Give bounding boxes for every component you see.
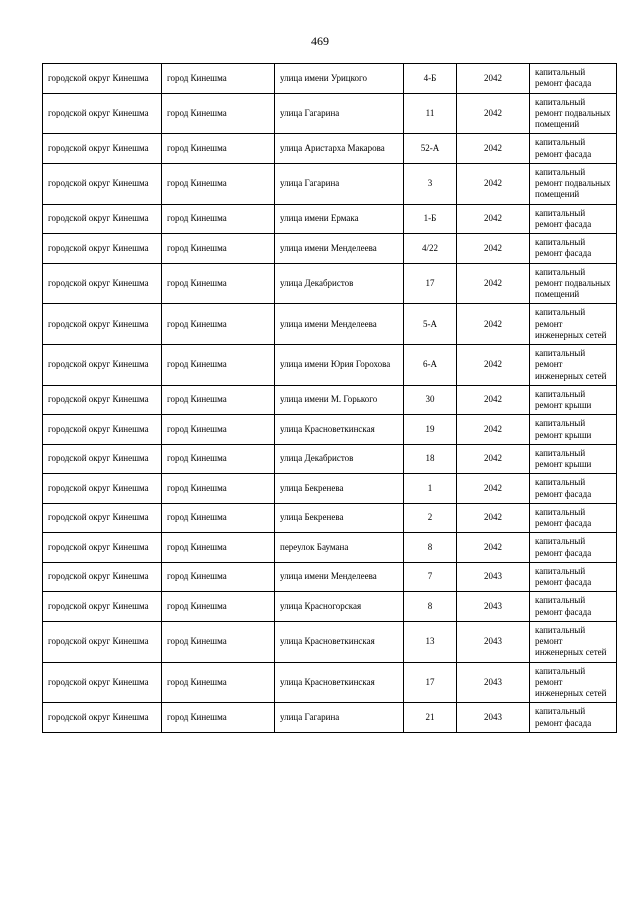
cell-house-number: 1-Б [404,204,457,234]
cell-city: город Кинешма [162,703,275,733]
cell-city: город Кинешма [162,204,275,234]
cell-work-type: капитальный ремонт фасада [530,134,617,164]
cell-house-number: 19 [404,415,457,445]
cell-year: 2042 [457,444,530,474]
cell-city: город Кинешма [162,93,275,134]
cell-district: городской округ Кинешма [43,163,162,204]
cell-house-number: 8 [404,533,457,563]
cell-house-number: 3 [404,163,457,204]
cell-year: 2042 [457,385,530,415]
table-row [43,621,617,662]
cell-street: улица имени М. Горького [275,385,404,415]
table-row [43,662,617,703]
cell-year: 2042 [457,304,530,345]
table-row [43,415,617,445]
cell-district: городской округ Кинешма [43,345,162,386]
cell-year: 2042 [457,163,530,204]
cell-city: город Кинешма [162,64,275,94]
cell-street: улица Гагарина [275,703,404,733]
table-row [43,93,617,134]
cell-work-type: капитальный ремонт подвальных помещений [530,163,617,204]
cell-house-number: 18 [404,444,457,474]
cell-city: город Кинешма [162,234,275,264]
cell-city: город Кинешма [162,621,275,662]
cell-street: улица Гагарина [275,93,404,134]
cell-work-type: капитальный ремонт фасада [530,703,617,733]
cell-year: 2042 [457,474,530,504]
table-row [43,163,617,204]
cell-city: город Кинешма [162,345,275,386]
cell-district: городской округ Кинешма [43,592,162,622]
cell-street: улица имени Менделеева [275,562,404,592]
cell-city: город Кинешма [162,662,275,703]
cell-work-type: капитальный ремонт инженерных сетей [530,621,617,662]
cell-work-type: капитальный ремонт инженерных сетей [530,304,617,345]
cell-city: город Кинешма [162,592,275,622]
cell-district: городской округ Кинешма [43,621,162,662]
cell-work-type: капитальный ремонт фасада [530,474,617,504]
table-row [43,562,617,592]
cell-year: 2042 [457,204,530,234]
cell-house-number: 13 [404,621,457,662]
cell-city: город Кинешма [162,562,275,592]
cell-street: улица Красноветкинская [275,621,404,662]
cell-work-type: капитальный ремонт фасада [530,592,617,622]
cell-work-type: капитальный ремонт крыши [530,415,617,445]
cell-district: городской округ Кинешма [43,134,162,164]
cell-house-number: 30 [404,385,457,415]
cell-year: 2043 [457,621,530,662]
cell-city: город Кинешма [162,385,275,415]
cell-district: городской округ Кинешма [43,562,162,592]
table-row [43,592,617,622]
cell-street: улица имени Урицкого [275,64,404,94]
cell-city: город Кинешма [162,503,275,533]
cell-work-type: капитальный ремонт крыши [530,444,617,474]
cell-street: улица Гагарина [275,163,404,204]
cell-street: улица Бекренева [275,503,404,533]
cell-city: город Кинешма [162,533,275,563]
cell-house-number: 8 [404,592,457,622]
cell-district: городской округ Кинешма [43,304,162,345]
table-row [43,444,617,474]
cell-house-number: 5-А [404,304,457,345]
cell-city: город Кинешма [162,304,275,345]
cell-house-number: 1 [404,474,457,504]
cell-city: город Кинешма [162,474,275,504]
table-row [43,385,617,415]
cell-house-number: 4/22 [404,234,457,264]
cell-work-type: капитальный ремонт фасада [530,64,617,94]
cell-district: городской округ Кинешма [43,234,162,264]
cell-year: 2042 [457,134,530,164]
cell-year: 2042 [457,263,530,304]
cell-street: улица Красногорская [275,592,404,622]
cell-city: город Кинешма [162,444,275,474]
cell-year: 2043 [457,562,530,592]
cell-district: городской округ Кинешма [43,385,162,415]
table-row [43,64,617,94]
table-row [43,263,617,304]
cell-house-number: 11 [404,93,457,134]
cell-street: улица имени Ермака [275,204,404,234]
cell-district: городской округ Кинешма [43,93,162,134]
cell-street: переулок Баумана [275,533,404,563]
table-body [43,64,617,733]
table-row [43,345,617,386]
cell-house-number: 6-А [404,345,457,386]
cell-year: 2042 [457,64,530,94]
cell-street: улица Красноветкинская [275,662,404,703]
cell-district: городской округ Кинешма [43,474,162,504]
cell-street: улица Красноветкинская [275,415,404,445]
cell-work-type: капитальный ремонт фасада [530,503,617,533]
cell-district: городской округ Кинешма [43,533,162,563]
cell-street: улица имени Менделеева [275,304,404,345]
cell-work-type: капитальный ремонт подвальных помещений [530,263,617,304]
cell-work-type: капитальный ремонт подвальных помещений [530,93,617,134]
cell-year: 2042 [457,415,530,445]
cell-house-number: 52-А [404,134,457,164]
cell-work-type: капитальный ремонт инженерных сетей [530,345,617,386]
cell-work-type: капитальный ремонт крыши [530,385,617,415]
cell-house-number: 21 [404,703,457,733]
table-row [43,304,617,345]
cell-city: город Кинешма [162,415,275,445]
cell-district: городской округ Кинешма [43,263,162,304]
table-row [43,234,617,264]
cell-work-type: капитальный ремонт инженерных сетей [530,662,617,703]
cell-district: городской округ Кинешма [43,444,162,474]
cell-year: 2042 [457,93,530,134]
cell-year: 2042 [457,234,530,264]
cell-year: 2042 [457,503,530,533]
cell-year: 2043 [457,662,530,703]
cell-work-type: капитальный ремонт фасада [530,562,617,592]
cell-street: улица имени Менделеева [275,234,404,264]
cell-work-type: капитальный ремонт фасада [530,533,617,563]
cell-city: город Кинешма [162,134,275,164]
cell-district: городской округ Кинешма [43,415,162,445]
cell-year: 2043 [457,592,530,622]
cell-street: улица Бекренева [275,474,404,504]
cell-house-number: 17 [404,263,457,304]
cell-year: 2042 [457,345,530,386]
cell-year: 2042 [457,533,530,563]
cell-district: городской округ Кинешма [43,204,162,234]
cell-year: 2043 [457,703,530,733]
cell-work-type: капитальный ремонт фасада [530,234,617,264]
table-row [43,703,617,733]
cell-street: улица Декабристов [275,444,404,474]
cell-house-number: 7 [404,562,457,592]
table-row [43,204,617,234]
cell-district: городской округ Кинешма [43,662,162,703]
cell-street: улица имени Юрия Горохова [275,345,404,386]
cell-city: город Кинешма [162,163,275,204]
cell-city: город Кинешма [162,263,275,304]
cell-district: городской округ Кинешма [43,64,162,94]
table-row [43,134,617,164]
cell-street: улица Декабристов [275,263,404,304]
table-row [43,503,617,533]
cell-district: городской округ Кинешма [43,503,162,533]
cell-house-number: 17 [404,662,457,703]
cell-house-number: 4-Б [404,64,457,94]
cell-district: городской округ Кинешма [43,703,162,733]
cell-street: улица Аристарха Макарова [275,134,404,164]
repairs-table [42,63,617,733]
table-row [43,533,617,563]
cell-work-type: капитальный ремонт фасада [530,204,617,234]
table-row [43,474,617,504]
page-number: 469 [311,34,329,48]
cell-house-number: 2 [404,503,457,533]
